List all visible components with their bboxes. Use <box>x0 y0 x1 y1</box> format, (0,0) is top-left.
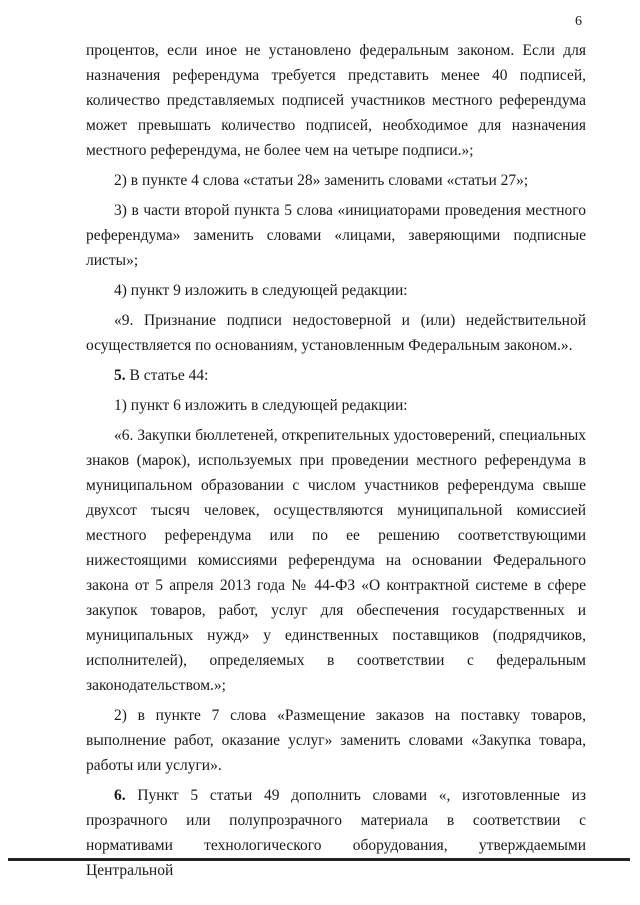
section-number: 6. <box>114 787 126 804</box>
paragraph-item-2-article-44: 2) в пункте 7 слова «Размещение заказов на поставку товаров, выполнение работ, оказание услуг» заменить словами «Закупка товара, работы или услуги». <box>86 707 586 774</box>
paragraph-item-3: 3) в части второй пункта 5 слова «инициаторами проведения местного референдума» заменить словами «лицами, заверяющими подписные листы»; <box>86 202 586 269</box>
scan-artifact: · · · <box>325 4 352 13</box>
document-body <box>86 38 586 883</box>
section-number: 5. <box>114 367 126 384</box>
bottom-rule <box>8 858 630 861</box>
paragraph-continuation: процентов, если иное не установлено федеральным законом. Если для назначения референдума требуется представить менее 40 подписей, количество представляемых подписей участников местного референдума может превышать количество подписей, необходимое для назначения местного референдума, не более чем на четыре подписи.»; <box>86 42 586 159</box>
paragraph-item-4: 4) пункт 9 изложить в следующей редакции: <box>114 282 408 299</box>
section-heading-5: 5. В статье 44: <box>114 367 209 384</box>
paragraph-quote-9: «9. Признание подписи недостоверной и (или) недействительной осуществляется по основаниям, установленным Федеральным законом.». <box>86 312 586 354</box>
section-paragraph-6: 6. Пункт 5 статьи 49 дополнить словами «, изготовленные из прозрачного или полупрозрачного материала в соответствии с нормативами технологического оборудования, утверждаемыми Центральной <box>86 787 586 879</box>
page-number: 6 <box>575 14 582 29</box>
paragraph-item-1: 1) пункт 6 изложить в следующей редакции: <box>114 397 408 414</box>
paragraph-quote-6: «6. Закупки бюллетеней, открепительных удостоверений, специальных знаков (марок), используемых при проведении местного референдума в муниципальном образовании с числом участников референдума свыше двухсот тысяч человек, осуществляются муниципальной комиссией местного референдума или по ее решению соответствующими нижестоящими комиссиями референдума на основании Федерального закона от 5 апреля 2013 года № 44-ФЗ «О контрактной системе в сфере закупок товаров, работ, услуг для обеспечения государственных и муниципальных нужд» у единственных поставщиков (подрядчиков, исполнителей), определяемых в соответствии с федеральным законодательством.»; <box>86 427 586 694</box>
paragraph-item-2: 2) в пункте 4 слова «статьи 28» заменить словами «статьи 27»; <box>114 172 529 189</box>
